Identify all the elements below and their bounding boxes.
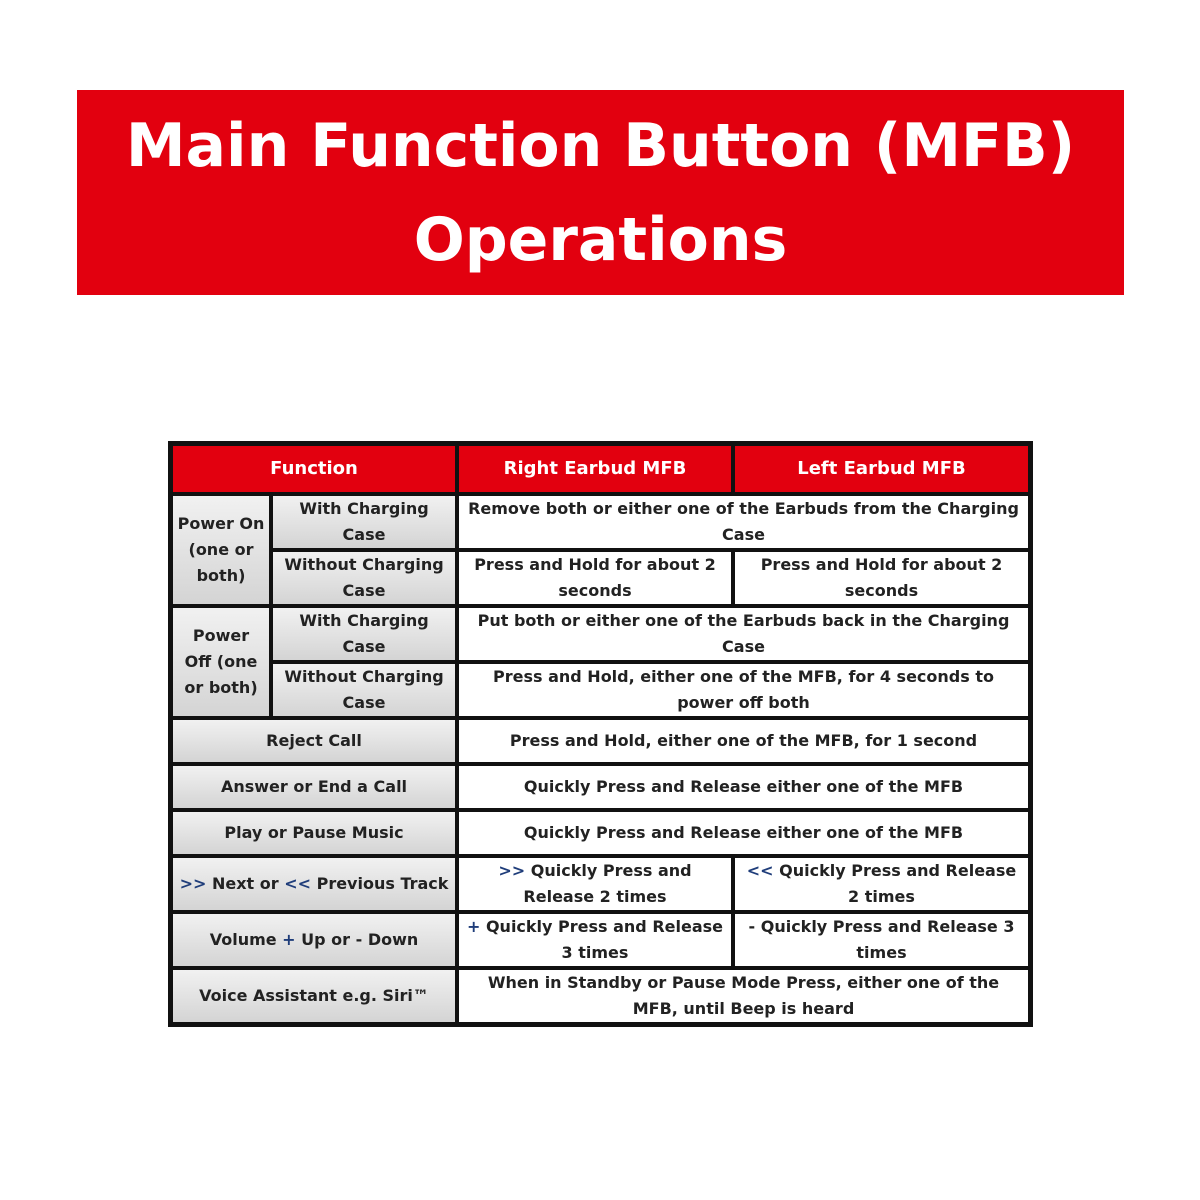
power-off-without-case-action: Press and Hold, either one of the MFB, for 4 seconds to power off both	[457, 662, 1030, 718]
power-on-without-case-right: Press and Hold for about 2 seconds	[457, 550, 733, 606]
table-row	[171, 606, 1030, 662]
voice-assistant-label: Voice Assistant e.g. Siri™	[171, 968, 457, 1024]
track-left-action	[733, 856, 1030, 912]
volume-label-start: Volume	[209, 930, 283, 949]
page-title-line-1: Main Function Button (MFB)	[125, 110, 1076, 181]
power-off-without-case-label: Without Charging Case	[271, 662, 457, 718]
table-row	[171, 494, 1030, 550]
power-on-with-case-label: With Charging Case	[271, 494, 457, 550]
mfb-operations-table	[168, 441, 1033, 1027]
play-pause-action: Quickly Press and Release either one of the MFB	[457, 810, 1030, 856]
track-right-action	[457, 856, 733, 912]
track-label-end: Previous Track	[311, 874, 449, 893]
plus-symbol: +	[282, 930, 296, 949]
track-left-text: Quickly Press and Release 2 times	[773, 861, 1017, 906]
table-row	[171, 718, 1030, 764]
power-off-with-case-action: Put both or either one of the Earbuds back in the Charging Case	[457, 606, 1030, 662]
volume-right-text: Quickly Press and Release 3 times	[480, 917, 724, 962]
title-banner	[77, 90, 1124, 295]
table-row	[171, 662, 1030, 718]
power-on-without-case-left: Press and Hold for about 2 seconds	[733, 550, 1030, 606]
power-on-label: Power On (one or both)	[171, 494, 271, 606]
plus-symbol: +	[466, 917, 481, 936]
table-row	[171, 912, 1030, 968]
previous-symbol: <<	[746, 861, 774, 880]
power-off-with-case-label: With Charging Case	[271, 606, 457, 662]
volume-label-end: Up or - Down	[295, 930, 419, 949]
track-label-mid: Next or	[206, 874, 285, 893]
power-on-without-case-label: Without Charging Case	[271, 550, 457, 606]
table-header-row	[171, 444, 1030, 494]
volume-label	[171, 912, 457, 968]
answer-end-call-action: Quickly Press and Release either one of the MFB	[457, 764, 1030, 810]
volume-right-action	[457, 912, 733, 968]
track-right-text: Quickly Press and Release 2 times	[523, 861, 692, 906]
table-row	[171, 550, 1030, 606]
previous-symbol: <<	[284, 874, 312, 893]
next-symbol: >>	[498, 861, 526, 880]
table-row	[171, 764, 1030, 810]
table-row	[171, 810, 1030, 856]
answer-end-call-label: Answer or End a Call	[171, 764, 457, 810]
next-symbol: >>	[179, 874, 207, 893]
volume-left-action: - Quickly Press and Release 3 times	[733, 912, 1030, 968]
page-title-line-2: Operations	[413, 204, 788, 275]
power-on-with-case-action: Remove both or either one of the Earbuds from the Charging Case	[457, 494, 1030, 550]
reject-call-action: Press and Hold, either one of the MFB, for 1 second	[457, 718, 1030, 764]
header-function: Function	[171, 444, 457, 494]
power-off-label: Power Off (one or both)	[171, 606, 271, 718]
track-label	[171, 856, 457, 912]
reject-call-label: Reject Call	[171, 718, 457, 764]
table-row	[171, 856, 1030, 912]
table-row	[171, 968, 1030, 1024]
play-pause-label: Play or Pause Music	[171, 810, 457, 856]
voice-assistant-action: When in Standby or Pause Mode Press, either one of the MFB, until Beep is heard	[457, 968, 1030, 1024]
header-right-earbud: Right Earbud MFB	[457, 444, 733, 494]
header-left-earbud: Left Earbud MFB	[733, 444, 1030, 494]
